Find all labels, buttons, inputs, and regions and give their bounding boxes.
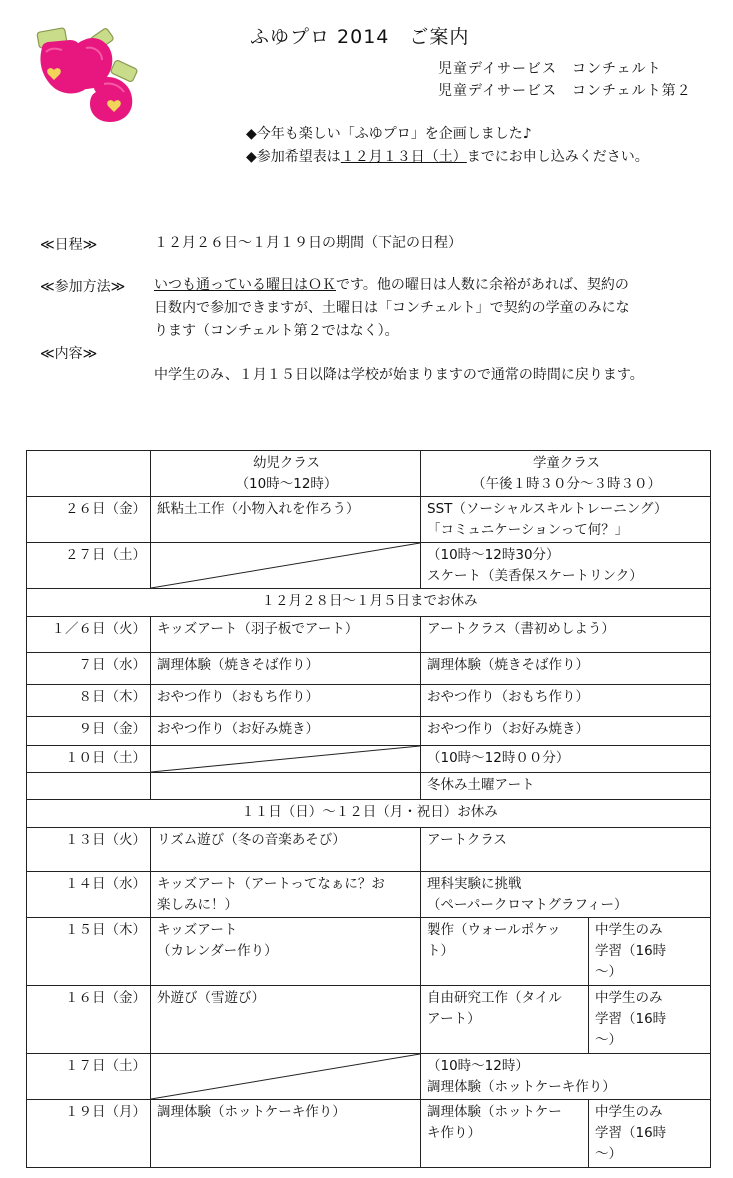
school-cell: 自由研究工作（タイル アート） (421, 986, 589, 1054)
mitten-front-icon (37, 28, 92, 94)
header-school-title: 学童クラス (532, 455, 601, 471)
method-line-1-rest: です。他の曜日は人数に余裕があれば、契約の (336, 277, 629, 293)
table-row (27, 872, 711, 918)
jhs-cell: 中学生のみ 学習（16時 ～） (589, 918, 711, 986)
school-cell: 調理体験（ホットケー キ作り） (421, 1100, 589, 1168)
table-row (27, 918, 711, 986)
date-cell: ２７日（土） (27, 543, 151, 589)
table-row-holiday (27, 589, 711, 617)
school-cell: SST（ソーシャルスキルトレーニング） 「コミュニケーションって何？」 (421, 497, 711, 543)
school-cell: 製作（ウォールポケッ ト） (421, 918, 589, 986)
method-underlined: いつも通っている曜日はＯＫ (154, 277, 336, 293)
infant-cell-empty (151, 773, 421, 800)
table-row (27, 828, 711, 872)
date-cell-empty (27, 773, 151, 800)
diagonal-line (151, 1054, 420, 1099)
school-cell: （10時～12時） 調理体験（ホットケーキ作り） (421, 1054, 711, 1100)
table-row (27, 497, 711, 543)
method-line-3: ります（コンチェルト第２ではなく）。 (154, 323, 399, 339)
header-school-time: （午後１時３０分～３時３０） (472, 476, 661, 492)
diagonal-line (151, 746, 420, 772)
table-header-row (27, 451, 711, 497)
school-cell: おやつ作り（お好み焼き） (421, 717, 711, 746)
infant-cell: おやつ作り（おもち作り） (151, 685, 421, 717)
infant-cell-empty (151, 746, 421, 773)
infant-cell: 調理体験（焼きそば作り） (151, 653, 421, 685)
table-row (27, 986, 711, 1054)
header-infant (151, 451, 421, 497)
date-cell: １９日（月） (27, 1100, 151, 1168)
date-cell: １０日（土） (27, 746, 151, 773)
infant-cell: 外遊び（雪遊び） (151, 986, 421, 1054)
table-row (27, 717, 711, 746)
school-cell: （10時～12時００分） (421, 746, 711, 773)
infant-cell: 紙粘土工作（小物入れを作ろう） (151, 497, 421, 543)
page-title: ふゆプロ 2014 ご案内 (250, 26, 470, 48)
date-cell: ９日（金） (27, 717, 151, 746)
header-infant-time: （10時～12時） (235, 476, 338, 492)
infant-cell-empty (151, 1054, 421, 1100)
method-line-1 (154, 274, 630, 297)
infant-cell: リズム遊び（冬の音楽あそび） (151, 828, 421, 872)
jhs-cell: 中学生のみ 学習（16時 ～） (589, 986, 711, 1054)
table-row (27, 617, 711, 653)
schedule-table (26, 450, 711, 1168)
table-row (27, 1100, 711, 1168)
school-cell: 理科実験に挑戦 （ペーパークロマトグラフィー） (421, 872, 711, 918)
infant-cell: おやつ作り（お好み焼き） (151, 717, 421, 746)
deadline-post: までにお申し込みください。 (466, 149, 649, 165)
date-cell: ２６日（金） (27, 497, 151, 543)
jhs-cell: 中学生のみ 学習（16時 ～） (589, 1100, 711, 1168)
method-label: ≪参加方法≫ (40, 279, 126, 295)
holiday-cell: １１日（日）～１２日（月・祝日）お休み (27, 800, 711, 828)
table-row (27, 1054, 711, 1100)
date-cell: １６日（金） (27, 986, 151, 1054)
header-date-cell (27, 451, 151, 497)
content-label: ≪内容≫ (40, 346, 98, 362)
message-deadline (246, 146, 649, 166)
table-row (27, 746, 711, 773)
method-text (154, 274, 630, 343)
message-planning: ◆今年も楽しい「ふゆプロ」を企画しました♪ (246, 126, 532, 142)
header-school (421, 451, 711, 497)
table-row-holiday (27, 800, 711, 828)
date-cell: １７日（土） (27, 1054, 151, 1100)
org-name-2: 児童デイサービス コンチェルト第２ (438, 83, 692, 99)
table-row (27, 685, 711, 717)
date-cell: １５日（木） (27, 918, 151, 986)
school-cell: アートクラス（書初めしよう） (421, 617, 711, 653)
table-row (27, 773, 711, 800)
infant-cell: キッズアート （カレンダー作り） (151, 918, 421, 986)
infant-cell: 調理体験（ホットケーキ作り） (151, 1100, 421, 1168)
mitten-illustration (34, 18, 144, 126)
school-cell: （10時～12時30分） スケート（美香保スケートリンク） (421, 543, 711, 589)
deadline-date: １２月１３日（土） (340, 149, 467, 165)
header-infant-title: 幼児クラス (252, 455, 321, 471)
date-cell: １３日（火） (27, 828, 151, 872)
date-cell: １／６日（火） (27, 617, 151, 653)
date-cell: ８日（木） (27, 685, 151, 717)
date-cell: ７日（水） (27, 653, 151, 685)
org-name-1: 児童デイサービス コンチェルト (438, 61, 662, 77)
school-cell: 調理体験（焼きそば作り） (421, 653, 711, 685)
schedule-label: ≪日程≫ (40, 237, 98, 253)
date-cell: １４日（水） (27, 872, 151, 918)
method-line-2: 日数内で参加できますが、土曜日は「コンチェルト」で契約の学童のみにな (154, 300, 630, 316)
holiday-cell: １２月２８日～１月５日までお休み (27, 589, 711, 617)
schedule-text: １２月２６日～１月１９日の期間（下記の日程） (154, 235, 462, 251)
table-row (27, 653, 711, 685)
school-cell: アートクラス (421, 828, 711, 872)
infant-cell-empty (151, 543, 421, 589)
school-cell: おやつ作り（おもち作り） (421, 685, 711, 717)
content-text: 中学生のみ、１月１５日以降は学校が始まりますので通常の時間に戻ります。 (154, 367, 644, 383)
deadline-pre: ◆参加希望表は (246, 149, 341, 165)
diagonal-line (151, 543, 420, 588)
infant-cell: キッズアート（羽子板でアート） (151, 617, 421, 653)
school-cell: 冬休み土曜アート (421, 773, 711, 800)
table-row (27, 543, 711, 589)
infant-cell: キッズアート（アートってなぁに？お 楽しみに！） (151, 872, 421, 918)
